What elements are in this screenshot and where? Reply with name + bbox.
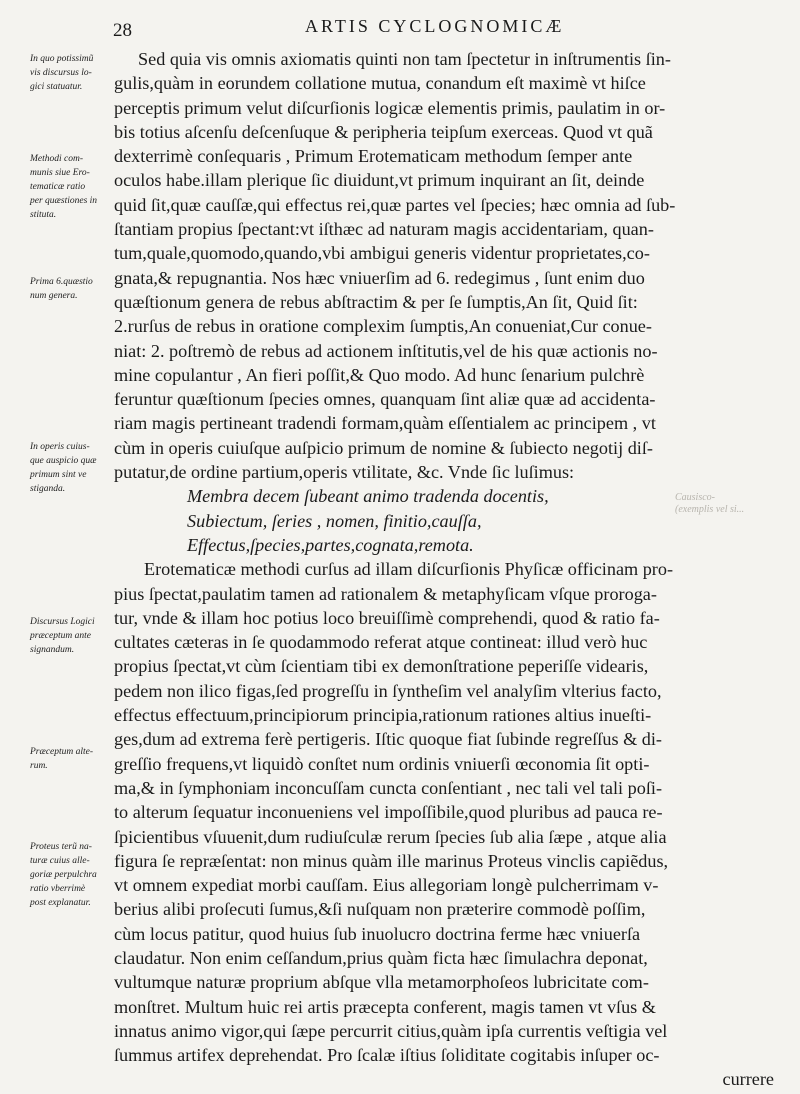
text-line: riam magis pertineant tradendi formam,quàm eſſentialem ac principem , vt <box>114 413 656 434</box>
text-line: tur, vnde & illam hoc potius loco breuiſſimè comprehendi, quod & ratio fa- <box>114 607 660 628</box>
text-line: greſſio frequens,vt liquidò conſtet num ordinis vniuerſi œconomia ſit opti- <box>114 753 650 774</box>
text-line: mine copulantur , An fieri poſſit,& Quo modo. Ad hunc ſenarium pulchrè <box>114 364 645 385</box>
text-line: vultumque naturæ proprium abſque vlla metamorphoſeos lubricitate com- <box>114 972 649 993</box>
running-head <box>0 8 800 41</box>
verse-line: Membra decem ſubeant animo tradenda docentis, <box>187 486 549 507</box>
text-line: cùm locus patitur, quod huius ſub inuolucro doctrina ferme hæc vniuerſa <box>114 923 641 944</box>
text-line: claudatur. Non enim ceſſandum,prius quàm ficta hæc ſimulachra deponat, <box>114 947 648 968</box>
text-line: Sed quia vis omnis axiomatis quinti non tam ſpectetur in inſtrumentis ſin- <box>138 49 671 69</box>
text-line: ſtantiam propius ſpectant:vt iſthæc ad naturam magis accidentariam, quan- <box>114 219 654 240</box>
text-line: ma,& in ſymphoniam inconcuſſam cuncta conſentiant , nec tali vel tali poſi- <box>114 777 662 798</box>
text-line: perceptis primum velut diſcurſionis logicæ elementis primis, paulatim in or- <box>114 97 666 118</box>
marginal-note: Prima 6.quæstio num genera. <box>30 277 93 301</box>
text-line: ſpicientibus vſuuenit,dum rudiuſculæ rerum ſpecies ſub alia ſæpe , atque alia <box>114 826 667 847</box>
text-line: vt omnem expediat morbi cauſſam. Eius allegoriam longè pulcherrimam v- <box>114 875 659 896</box>
marginal-note: Discursus Logici præceptum ante signandum. <box>30 617 95 655</box>
text-line: propius ſpectat,vt cùm ſcientiam tibi ex demonſtratione peperiſſe videaris, <box>114 656 649 677</box>
text-line: tum,quale,quomodo,quando,vbi ambigui generis videntur proprietates,co- <box>114 243 650 264</box>
text-line: ſummus artifex deprehendat. Pro ſcalæ iſtius ſoliditate cogitabis inſuper oc- <box>114 1045 660 1066</box>
text-line: bis totius aſcenſu deſcenſuque & peripheria teipſum exerceas. Quod vt quã <box>114 121 653 142</box>
text-line: cùm in operis cuiuſque auſpicio primum de nomine & ſubiecto negotij diſ- <box>114 437 653 458</box>
text-line: monſtret. Multum huic rei artis præcepta conferent, magis tamen vt vſus & <box>114 996 656 1017</box>
page-number: 28 <box>113 20 132 41</box>
marginal-notes <box>0 0 118 1094</box>
text-line: pedem non ilico figas,ſed progreſſu in ſyntheſim vel analyſim vlterius facto, <box>114 680 662 701</box>
marginal-note: In operis cuius- que auspicio quæ primum sint ve stiganda. <box>30 442 97 494</box>
text-line: putatur,de ordine partium,operis vtilitate, &c. Vnde ſic luſimus: <box>114 462 575 483</box>
text-line: effectus effectuum,principiorum principia,rationum rationes altius inueſti- <box>114 705 652 726</box>
text-line: niat: 2. poſtremò de rebus ad actionem inſtitutis,vel de his quæ actionis no- <box>114 340 658 361</box>
text-line: oculos habe.illam plerique ſic diuidunt,vt primum inquirant an ſit, deinde <box>114 170 645 191</box>
text-line: quæſtionum genera de rebus abſtractim & per ſe ſumptis,An ſit, Quid ſit: <box>114 291 638 312</box>
text-line: innatus animo vigor,qui ſæpe percurrit citius,quàm ipſa currentis veſtigia vel <box>114 1020 668 1041</box>
verse-line: Effectus,ſpecies,partes,cognata,remota. <box>187 534 474 555</box>
marginal-note: Proteus terũ na- turæ cuius alle- goriæ perpulchra ratio vberrimè post explanatur. <box>30 842 97 908</box>
marginal-note: Præceptum alte- rum. <box>30 747 94 771</box>
text-line: ges,dum ad extrema ferè pertigeris. Iſtic quoque fiat ſubinde regreſſus & di- <box>114 729 662 750</box>
text-line: gulis,quàm in eorundem collatione mutua, conandum eſt maximè vt hiſce <box>114 73 646 94</box>
catchword: currere <box>722 1069 774 1090</box>
text-line: to alterum ſequatur inconueniens vel impoſſibile,quod pluribus ad pauca re- <box>114 802 663 823</box>
text-line: quid ſit,quæ cauſſæ,qui effectus rei,quæ partes vel ſpecies; hæc omnia ad ſub- <box>114 194 676 215</box>
text-line: Erotematicæ methodi curſus ad illam diſcurſionis Phyſicæ officinam pro- <box>144 559 674 580</box>
text-line: pius ſpectat,paulatim tamen ad rationalem & metaphyſicam vſque proroga- <box>114 583 657 604</box>
text-line: 2.rurſus de rebus in oratione complexim ſumptis,An conueniat,Cur conue- <box>114 316 652 337</box>
text-line: gnata,& repugnantia. Nos hæc vniuerſim ad 6. redegimus , ſunt enim duo <box>114 267 645 288</box>
body-text <box>114 47 774 1092</box>
text-line: dexterrimè conſequaris , Primum Erotematicam methodum ſemper ante <box>114 146 633 167</box>
marginal-note: In quo potissimũ vis discursus lo- gici statuatur. <box>30 54 94 92</box>
text-line: figura ſe repræſentat: non minus quàm ille marinus Proteus vinclis capiẽdus, <box>114 850 669 871</box>
text-line: cultates cæteras in ſe quodammodo referat atque contineat: illud verò huc <box>114 632 648 653</box>
running-title: ARTIS CYCLOGNOMICÆ <box>305 16 565 36</box>
marginal-note: Methodi com- munis siue Ero- tematicæ ratio per quæstiones in stituta. <box>30 154 98 220</box>
bleed-through-text: Causisco- (exemplis vel si... <box>675 492 745 515</box>
verse-line: Subiectum, ſeries , nomen, finitio,cauſſa, <box>187 510 482 531</box>
text-line: berius alibi proſecuti ſumus,&ſi nuſquam non præterire commodè poſſim, <box>114 899 646 920</box>
text-line: feruntur quæſtionum ſpecies omnes, quanquam ſint aliæ quæ ad accidenta- <box>114 389 656 410</box>
